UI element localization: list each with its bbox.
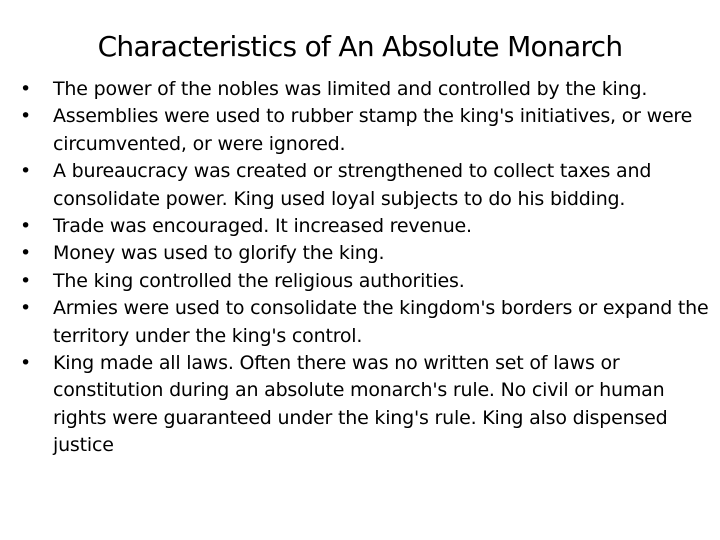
bullet-item-armies xyxy=(0,295,710,350)
bullet-item-money xyxy=(0,240,710,267)
bullet-icon: • xyxy=(20,297,32,320)
bullet-list xyxy=(0,76,710,460)
bullet-item-religion xyxy=(0,268,710,295)
bullet-icon: • xyxy=(20,105,32,128)
bullet-item-bureaucracy xyxy=(0,158,710,213)
bullet-icon: • xyxy=(20,242,32,265)
bullet-icon: • xyxy=(20,352,32,375)
bullet-item-assemblies xyxy=(0,103,710,158)
bullet-text: The power of the nobles was limited and controlled by the king. xyxy=(53,78,648,100)
bullet-icon: • xyxy=(20,269,32,292)
bullet-text: Armies were used to consolidate the kingdom's borders or expand the territory under the king's control. xyxy=(53,297,709,347)
bullet-text: Assemblies were used to rubber stamp the king's initiatives, or were circumvented, or were ignored. xyxy=(53,105,693,155)
bullet-icon: • xyxy=(20,160,32,183)
bullet-text: King made all laws. Often there was no written set of laws or constitution during an absolute monarch's rule. No civil or human rights were guaranteed under the king's rule. King also dispensed justice xyxy=(53,352,668,457)
bullet-text: Trade was encouraged. It increased revenue. xyxy=(53,215,472,238)
bullet-icon: • xyxy=(20,215,32,238)
bullet-text: The king controlled the religious authorities. xyxy=(53,269,465,292)
bullet-icon: • xyxy=(20,78,32,100)
bullet-text: Money was used to glorify the king. xyxy=(53,242,385,265)
bullet-item-nobles xyxy=(0,76,710,103)
slide-title: Characteristics of An Absolute Monarch xyxy=(97,30,623,63)
bullet-text: A bureaucracy was created or strengthened to collect taxes and consolidate power. King used loyal subjects to do his bidding. xyxy=(53,160,652,210)
bullet-item-trade xyxy=(0,213,710,240)
bullet-item-laws xyxy=(0,350,710,460)
